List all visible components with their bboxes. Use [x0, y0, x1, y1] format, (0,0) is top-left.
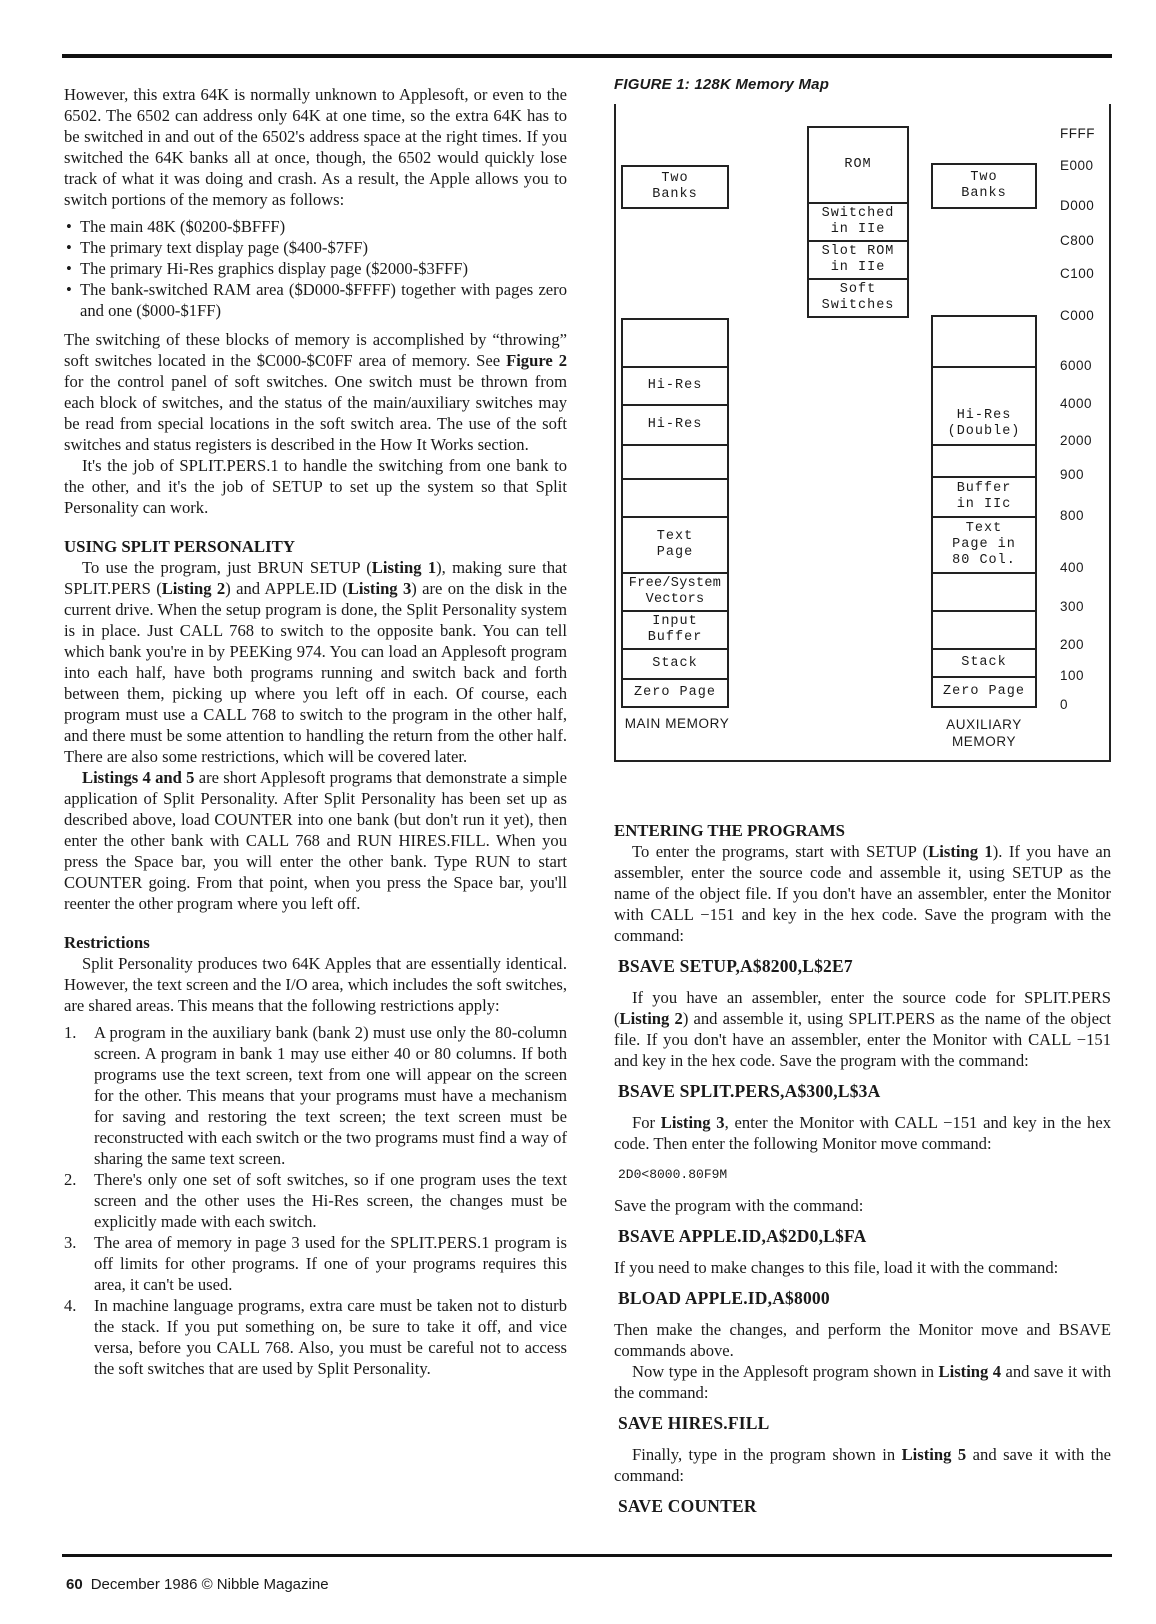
- page-number: 60: [66, 1576, 83, 1593]
- figure-caption: FIGURE 1: 128K Memory Map: [614, 76, 830, 93]
- main-two-banks-block: Two Banks: [621, 165, 729, 209]
- main-zero-page-block: Zero Page: [621, 678, 729, 708]
- main-empty-block: [621, 444, 729, 480]
- text-span: ). If you have an assembler, enter the source code and assemble it, using SETUP as the name of the object file. If you don't have an assembler, enter the Monitor with CALL −151 and key in the hex code. Save the program with the command:: [614, 842, 1112, 945]
- using-paragraph: [64, 557, 567, 767]
- text-span: ) and assemble it, using SPLIT.PERS as the name of the object file. If you don't have an assembler, enter the Monitor with CALL −151 and key in the hex code. Save the program with the command:: [614, 1009, 1111, 1070]
- text-span: The switching of these blocks of memory is accomplished by “throwing” soft switches located in the $C000-$C0FF area of memory. See: [64, 330, 567, 370]
- address-label: 400: [1060, 560, 1085, 575]
- aux-zero-page-block: Zero Page: [931, 676, 1037, 708]
- main-empty-block: [621, 318, 729, 368]
- command-line: SAVE HIRES.FILL: [618, 1413, 770, 1433]
- slot-rom-block: Slot ROM in IIe: [807, 240, 909, 280]
- item-number: 3.: [64, 1233, 77, 1252]
- main-hires-block: Hi-Res: [621, 404, 729, 446]
- address-label: 900: [1060, 467, 1085, 482]
- address-label: FFFF: [1060, 126, 1095, 141]
- auxiliary-memory-label: AUXILIARY MEMORY: [946, 717, 1022, 749]
- item-number: 4.: [64, 1296, 77, 1315]
- section-heading-using: USING SPLIT PERSONALITY: [64, 537, 295, 556]
- text-span: Finally, type in the program shown in: [632, 1445, 902, 1464]
- listing4-paragraph: [614, 1361, 1111, 1403]
- rom-block: ROM: [807, 126, 909, 204]
- address-label: E000: [1060, 158, 1094, 173]
- aux-text-page-80-col-block: Text Page in 80 Col.: [931, 516, 1037, 574]
- text-span: ), making sure that SPLIT.PERS (: [64, 558, 567, 598]
- aux-empty-block: [931, 572, 1037, 612]
- job-paragraph: It's the job of SPLIT.PERS.1 to handle the switching from one bank to the other, and it's the job of SETUP to set up the system so that Split Personality can work.: [64, 456, 567, 517]
- split-pers-paragraph: [614, 987, 1111, 1071]
- aux-stack-block: Stack: [931, 648, 1037, 678]
- memory-portions-list: [64, 216, 567, 321]
- soft-switches-block: Soft Switches: [807, 278, 909, 318]
- entering-paragraph: [614, 841, 1111, 946]
- list-item: • The bank-switched RAM area ($D000-$FFFF) together with pages zero and one ($000-$1FF): [64, 279, 567, 321]
- text-span: , enter the Monitor with CALL −151 and key in the hex code. Then enter the following Monitor move command:: [614, 1113, 1112, 1153]
- main-stack-block: Stack: [621, 648, 729, 680]
- main-free-system-vectors-block: Free/System Vectors: [621, 572, 729, 612]
- address-label: 800: [1060, 508, 1085, 523]
- listing-reference: Listings 4 and 5: [82, 768, 195, 787]
- list-item: • The primary Hi-Res graphics display page ($2000-$3FFF): [64, 258, 567, 279]
- listing-reference: Listing 2: [619, 1009, 683, 1028]
- save-paragraph: Save the program with the command:: [614, 1196, 864, 1215]
- text-span: and save it with the command:: [614, 1445, 1111, 1485]
- address-label: C000: [1060, 308, 1095, 323]
- main-text-page-block: Text Page: [621, 516, 729, 574]
- item-text: The area of memory in page 3 used for the SPLIT.PERS.1 program is off limits for other programs. If one of your programs requires this area, it can't be used.: [94, 1233, 567, 1294]
- listings-paragraph: [64, 767, 567, 914]
- main-empty-block: [621, 478, 729, 518]
- item-text: In machine language programs, extra care must be taken not to disturb the stack. If you put something on, be sure to take it off, and vice versa, before you CALL 768. Also, you must be careful not to access the soft switches that are used by Split Personality.: [94, 1296, 567, 1378]
- bottom-rule: [62, 1554, 1112, 1557]
- address-label: 6000: [1060, 358, 1093, 373]
- address-label: C800: [1060, 233, 1095, 248]
- text-span: for the control panel of soft switches. One switch must be thrown from each block of switches, and the status of the main/auxiliary switches may be read from special locations in the soft switch area. The use of the soft switches and status registers is described in the How It Works section.: [64, 372, 567, 454]
- listing-reference: Listing 3: [660, 1113, 725, 1132]
- intro-paragraph: However, this extra 64K is normally unknown to Applesoft, or even to the 6502. The 6502 can address only 64K at one time, so the extra 64K has to be switched in and out of the 6502's address space at the right times. If you switched the 64K banks all at once, though, the 6502 would quickly lose track of what it was doing and crash. As a result, the Apple allows you to switch portions of the memory as follows:: [64, 85, 567, 209]
- address-label: 2000: [1060, 433, 1093, 448]
- item-number: 2.: [64, 1170, 77, 1189]
- text-span: ) and APPLE.ID (: [225, 579, 348, 598]
- listing3-paragraph: [614, 1112, 1111, 1154]
- list-item: [64, 1169, 567, 1232]
- listing-reference: Listing 1: [928, 842, 993, 861]
- main-hires-block: Hi-Res: [621, 366, 729, 406]
- listing-reference: Listing 2: [161, 579, 226, 598]
- address-label: 200: [1060, 637, 1085, 652]
- command-line: BSAVE SETUP,A$8200,L$2E7: [618, 956, 853, 976]
- switched-in-iie-block: Switched in IIe: [807, 202, 909, 242]
- text-span: are short Applesoft programs that demonstrate a simple application of Split Personality. After Split Personality has been set up as described above, load COUNTER into one bank (but don't run it yet), then enter the other bank with CALL 768 and RUN HIRES.FILL. When you press the Space bar, you will enter the other bank. Type RUN to start COUNTER going. From that point, when you press the Space bar, you'll reenter the other program where you left off.: [64, 768, 567, 913]
- figure-reference: Figure 2: [506, 351, 567, 370]
- list-item: [64, 1232, 567, 1295]
- restrictions-list: [64, 1022, 567, 1379]
- changes-paragraph: If you need to make changes to this file, load it with the command:: [614, 1258, 1059, 1277]
- item-number: 1.: [64, 1023, 77, 1042]
- text-span: If you have an assembler, enter the source code for SPLIT.PERS (: [614, 988, 1111, 1028]
- command-line: BLOAD APPLE.ID,A$8000: [618, 1288, 830, 1308]
- aux-hires-double-block: Hi-Res (Double): [931, 366, 1037, 446]
- item-text: There's only one set of soft switches, so if one program uses the text screen and the other uses the Hi-Res screen, the changes must be explicitly made with each switch.: [94, 1170, 567, 1231]
- then-paragraph: Then make the changes, and perform the Monitor move and BSAVE commands above.: [614, 1320, 1111, 1360]
- address-label: 0: [1060, 697, 1069, 712]
- footer-text: December 1986 © Nibble Magazine: [90, 1576, 329, 1593]
- right-column: [614, 820, 1111, 1527]
- address-label: C100: [1060, 266, 1095, 281]
- text-span: Now type in the Applesoft program shown in: [632, 1362, 939, 1381]
- aux-empty-block: [931, 610, 1037, 650]
- text-span: To enter the programs, start with SETUP (: [632, 842, 929, 861]
- address-label: D000: [1060, 198, 1095, 213]
- address-label: 4000: [1060, 396, 1093, 411]
- main-input-buffer-block: Input Buffer: [621, 610, 729, 650]
- text-span: and save it with the command:: [614, 1362, 1112, 1402]
- address-label: 100: [1060, 668, 1085, 683]
- list-item: • The main 48K ($0200-$BFFF): [64, 216, 567, 237]
- listing5-paragraph: [614, 1444, 1111, 1486]
- listing-reference: Listing 5: [901, 1445, 967, 1464]
- list-item: • The primary text display page ($400-$7FF): [64, 237, 567, 258]
- text-span: For: [632, 1113, 661, 1132]
- aux-two-banks-block: Two Banks: [931, 163, 1037, 209]
- aux-buffer-iic-block: Buffer in IIc: [931, 476, 1037, 518]
- text-span: To use the program, just BRUN SETUP (: [82, 558, 372, 577]
- top-rule: [62, 54, 1112, 58]
- command-line: BSAVE SPLIT.PERS,A$300,L$3A: [618, 1081, 881, 1101]
- listing-reference: Listing 1: [371, 558, 437, 577]
- page-footer: [66, 1576, 329, 1593]
- section-heading-entering: ENTERING THE PROGRAMS: [614, 821, 845, 840]
- switching-paragraph: [64, 329, 567, 455]
- monitor-move-command: 2D0<8000.80F9M: [618, 1167, 728, 1182]
- command-line: SAVE COUNTER: [618, 1496, 757, 1516]
- aux-empty-block: [931, 315, 1037, 368]
- item-text: A program in the auxiliary bank (bank 2) must use only the 80-column screen. A program in bank 1 may use either 40 or 80 columns. If both programs use the text screen, text from one will appear on the screen for the other. This means that your programs must have a mechanism for saving and restoring the text screen; the text screen must be reconstructed with each switch or the two programs must find a way of sharing the same text screen.: [94, 1023, 567, 1168]
- aux-empty-block: [931, 444, 1037, 478]
- left-column: [64, 84, 567, 1379]
- list-item: [64, 1295, 567, 1379]
- command-line: BSAVE APPLE.ID,A$2D0,L$FA: [618, 1226, 867, 1246]
- list-item: [64, 1022, 567, 1169]
- section-heading-restrictions: Restrictions: [64, 933, 150, 952]
- address-label: 300: [1060, 599, 1085, 614]
- listing-reference: Listing 3: [347, 579, 412, 598]
- restrictions-paragraph: Split Personality produces two 64K Apples that are essentially identical. However, the text screen and the I/O area, which includes the soft switches, are shared areas. This means that the following restrictions apply:: [64, 954, 567, 1015]
- listing-reference: Listing 4: [938, 1362, 1002, 1381]
- main-memory-label: MAIN MEMORY: [624, 716, 730, 731]
- text-span: ) are on the disk in the current drive. When the setup program is done, the Split Personality system is in place. Just CALL 768 to switch to the opposite bank. You can tell which bank you're in by PEEKing 974. You can load an Applesoft program into each half, have both programs running and switch back and forth between them, picking up where you left off in each. Of course, each program must use a CALL 768 to switch to the program in the other half, and there must be some attention to handling the return from the other half. There are also some restrictions, which will be covered later.: [64, 579, 567, 766]
